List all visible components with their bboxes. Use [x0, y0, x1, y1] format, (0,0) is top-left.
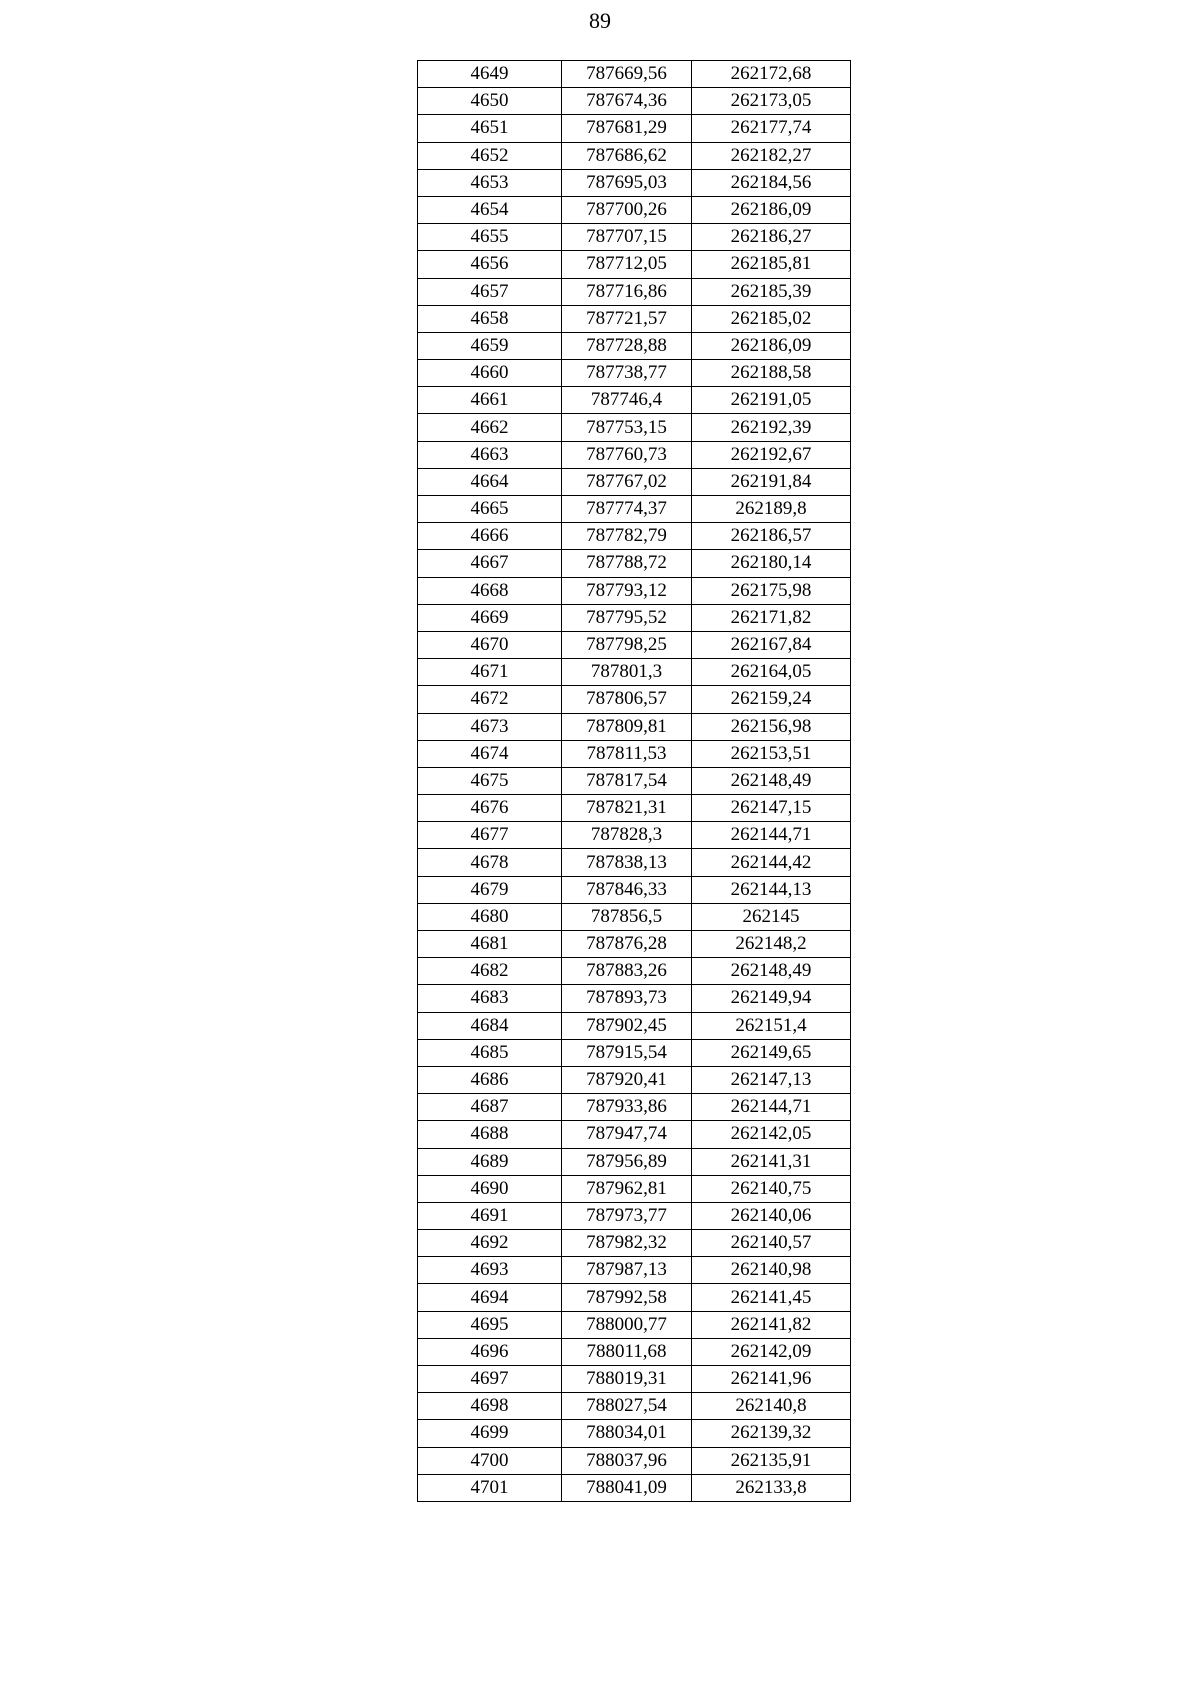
y-coordinate-cell: 262191,05: [692, 387, 851, 414]
x-coordinate-cell: 787798,25: [562, 631, 692, 658]
point-number-cell: 4664: [418, 468, 562, 495]
y-coordinate-cell: 262188,58: [692, 360, 851, 387]
x-coordinate-cell: 788034,01: [562, 1420, 692, 1447]
x-coordinate-cell: 787746,4: [562, 387, 692, 414]
point-number-cell: 4673: [418, 713, 562, 740]
x-coordinate-cell: 787876,28: [562, 931, 692, 958]
y-coordinate-cell: 262186,09: [692, 196, 851, 223]
point-number-cell: 4658: [418, 305, 562, 332]
point-number-cell: 4697: [418, 1366, 562, 1393]
x-coordinate-cell: 787712,05: [562, 251, 692, 278]
table-row: [418, 496, 851, 523]
table-row: [418, 1420, 851, 1447]
point-number-cell: 4665: [418, 496, 562, 523]
x-coordinate-cell: 787811,53: [562, 740, 692, 767]
table-row: [418, 631, 851, 658]
x-coordinate-cell: 788027,54: [562, 1393, 692, 1420]
x-coordinate-cell: 787738,77: [562, 360, 692, 387]
x-coordinate-cell: 787809,81: [562, 713, 692, 740]
y-coordinate-cell: 262182,27: [692, 142, 851, 169]
x-coordinate-cell: 787817,54: [562, 767, 692, 794]
page-number: 89: [589, 8, 611, 33]
table-row: [418, 604, 851, 631]
table-row: [418, 1338, 851, 1365]
table-row: [418, 1447, 851, 1474]
point-number-cell: 4651: [418, 115, 562, 142]
y-coordinate-cell: 262145: [692, 903, 851, 930]
y-coordinate-cell: 262140,8: [692, 1393, 851, 1420]
y-coordinate-cell: 262167,84: [692, 631, 851, 658]
point-number-cell: 4692: [418, 1230, 562, 1257]
x-coordinate-cell: 787721,57: [562, 305, 692, 332]
x-coordinate-cell: 787846,33: [562, 876, 692, 903]
point-number-cell: 4680: [418, 903, 562, 930]
table-row: [418, 1257, 851, 1284]
y-coordinate-cell: 262173,05: [692, 88, 851, 115]
y-coordinate-cell: 262144,13: [692, 876, 851, 903]
point-number-cell: 4672: [418, 686, 562, 713]
y-coordinate-cell: 262140,75: [692, 1175, 851, 1202]
table-row: [418, 1121, 851, 1148]
point-number-cell: 4695: [418, 1311, 562, 1338]
x-coordinate-cell: 788000,77: [562, 1311, 692, 1338]
point-number-cell: 4657: [418, 278, 562, 305]
point-number-cell: 4666: [418, 523, 562, 550]
table-row: [418, 1094, 851, 1121]
table-row: [418, 142, 851, 169]
table-row: [418, 1066, 851, 1093]
y-coordinate-cell: 262192,39: [692, 414, 851, 441]
y-coordinate-cell: 262185,02: [692, 305, 851, 332]
y-coordinate-cell: 262177,74: [692, 115, 851, 142]
x-coordinate-cell: 788019,31: [562, 1366, 692, 1393]
point-number-cell: 4698: [418, 1393, 562, 1420]
table-row: [418, 1366, 851, 1393]
point-number-cell: 4688: [418, 1121, 562, 1148]
x-coordinate-cell: 787992,58: [562, 1284, 692, 1311]
table-row: [418, 713, 851, 740]
x-coordinate-cell: 787695,03: [562, 169, 692, 196]
y-coordinate-cell: 262139,32: [692, 1420, 851, 1447]
y-coordinate-cell: 262148,49: [692, 767, 851, 794]
coordinates-table: [417, 60, 851, 1502]
point-number-cell: 4656: [418, 251, 562, 278]
x-coordinate-cell: 787856,5: [562, 903, 692, 930]
y-coordinate-cell: 262140,98: [692, 1257, 851, 1284]
point-number-cell: 4686: [418, 1066, 562, 1093]
x-coordinate-cell: 787838,13: [562, 849, 692, 876]
table-row: [418, 767, 851, 794]
y-coordinate-cell: 262186,57: [692, 523, 851, 550]
table-row: [418, 740, 851, 767]
table-row: [418, 169, 851, 196]
table-row: [418, 577, 851, 604]
point-number-cell: 4663: [418, 441, 562, 468]
point-number-cell: 4667: [418, 550, 562, 577]
point-number-cell: 4678: [418, 849, 562, 876]
table-row: [418, 441, 851, 468]
table-row: [418, 88, 851, 115]
table-row: [418, 1311, 851, 1338]
point-number-cell: 4674: [418, 740, 562, 767]
y-coordinate-cell: 262148,2: [692, 931, 851, 958]
x-coordinate-cell: 787933,86: [562, 1094, 692, 1121]
x-coordinate-cell: 787893,73: [562, 985, 692, 1012]
x-coordinate-cell: 787674,36: [562, 88, 692, 115]
x-coordinate-cell: 788041,09: [562, 1474, 692, 1501]
x-coordinate-cell: 787707,15: [562, 224, 692, 251]
y-coordinate-cell: 262172,68: [692, 61, 851, 88]
table-row: [418, 278, 851, 305]
y-coordinate-cell: 262149,94: [692, 985, 851, 1012]
table-row: [418, 1148, 851, 1175]
point-number-cell: 4699: [418, 1420, 562, 1447]
table-row: [418, 550, 851, 577]
x-coordinate-cell: 787956,89: [562, 1148, 692, 1175]
point-number-cell: 4660: [418, 360, 562, 387]
x-coordinate-cell: 787806,57: [562, 686, 692, 713]
table-row: [418, 115, 851, 142]
x-coordinate-cell: 787795,52: [562, 604, 692, 631]
y-coordinate-cell: 262184,56: [692, 169, 851, 196]
y-coordinate-cell: 262133,8: [692, 1474, 851, 1501]
point-number-cell: 4669: [418, 604, 562, 631]
table-row: [418, 360, 851, 387]
table-row: [418, 1012, 851, 1039]
point-number-cell: 4676: [418, 795, 562, 822]
point-number-cell: 4652: [418, 142, 562, 169]
y-coordinate-cell: 262147,13: [692, 1066, 851, 1093]
point-number-cell: 4690: [418, 1175, 562, 1202]
y-coordinate-cell: 262148,49: [692, 958, 851, 985]
table-row: [418, 1474, 851, 1501]
table-row: [418, 1230, 851, 1257]
point-number-cell: 4668: [418, 577, 562, 604]
y-coordinate-cell: 262151,4: [692, 1012, 851, 1039]
y-coordinate-cell: 262140,06: [692, 1202, 851, 1229]
table-row: [418, 61, 851, 88]
point-number-cell: 4694: [418, 1284, 562, 1311]
x-coordinate-cell: 787681,29: [562, 115, 692, 142]
y-coordinate-cell: 262186,27: [692, 224, 851, 251]
x-coordinate-cell: 787828,3: [562, 822, 692, 849]
point-number-cell: 4681: [418, 931, 562, 958]
table-row: [418, 1393, 851, 1420]
table-row: [418, 903, 851, 930]
table-row: [418, 795, 851, 822]
table-row: [418, 1202, 851, 1229]
x-coordinate-cell: 787947,74: [562, 1121, 692, 1148]
table-row: [418, 224, 851, 251]
x-coordinate-cell: 788011,68: [562, 1338, 692, 1365]
table-row: [418, 251, 851, 278]
y-coordinate-cell: 262185,81: [692, 251, 851, 278]
x-coordinate-cell: 787883,26: [562, 958, 692, 985]
y-coordinate-cell: 262149,65: [692, 1039, 851, 1066]
point-number-cell: 4684: [418, 1012, 562, 1039]
x-coordinate-cell: 787686,62: [562, 142, 692, 169]
x-coordinate-cell: 788037,96: [562, 1447, 692, 1474]
table-row: [418, 387, 851, 414]
y-coordinate-cell: 262185,39: [692, 278, 851, 305]
x-coordinate-cell: 787767,02: [562, 468, 692, 495]
table-row: [418, 468, 851, 495]
y-coordinate-cell: 262135,91: [692, 1447, 851, 1474]
y-coordinate-cell: 262189,8: [692, 496, 851, 523]
point-number-cell: 4649: [418, 61, 562, 88]
point-number-cell: 4693: [418, 1257, 562, 1284]
table-row: [418, 196, 851, 223]
point-number-cell: 4691: [418, 1202, 562, 1229]
point-number-cell: 4700: [418, 1447, 562, 1474]
point-number-cell: 4653: [418, 169, 562, 196]
table-row: [418, 1039, 851, 1066]
y-coordinate-cell: 262142,05: [692, 1121, 851, 1148]
x-coordinate-cell: 787782,79: [562, 523, 692, 550]
y-coordinate-cell: 262141,45: [692, 1284, 851, 1311]
point-number-cell: 4682: [418, 958, 562, 985]
x-coordinate-cell: 787987,13: [562, 1257, 692, 1284]
table-row: [418, 523, 851, 550]
point-number-cell: 4654: [418, 196, 562, 223]
point-number-cell: 4677: [418, 822, 562, 849]
x-coordinate-cell: 787716,86: [562, 278, 692, 305]
y-coordinate-cell: 262144,71: [692, 822, 851, 849]
point-number-cell: 4683: [418, 985, 562, 1012]
coordinates-table-body: [418, 61, 851, 1502]
x-coordinate-cell: 787962,81: [562, 1175, 692, 1202]
x-coordinate-cell: 787902,45: [562, 1012, 692, 1039]
y-coordinate-cell: 262141,31: [692, 1148, 851, 1175]
point-number-cell: 4685: [418, 1039, 562, 1066]
x-coordinate-cell: 787915,54: [562, 1039, 692, 1066]
point-number-cell: 4659: [418, 332, 562, 359]
y-coordinate-cell: 262141,96: [692, 1366, 851, 1393]
y-coordinate-cell: 262186,09: [692, 332, 851, 359]
table-row: [418, 931, 851, 958]
point-number-cell: 4671: [418, 659, 562, 686]
point-number-cell: 4662: [418, 414, 562, 441]
table-row: [418, 414, 851, 441]
y-coordinate-cell: 262175,98: [692, 577, 851, 604]
x-coordinate-cell: 787982,32: [562, 1230, 692, 1257]
point-number-cell: 4701: [418, 1474, 562, 1501]
y-coordinate-cell: 262144,42: [692, 849, 851, 876]
x-coordinate-cell: 787753,15: [562, 414, 692, 441]
table-row: [418, 958, 851, 985]
point-number-cell: 4650: [418, 88, 562, 115]
y-coordinate-cell: 262191,84: [692, 468, 851, 495]
table-row: [418, 876, 851, 903]
point-number-cell: 4675: [418, 767, 562, 794]
table-row: [418, 659, 851, 686]
table-row: [418, 1284, 851, 1311]
x-coordinate-cell: 787920,41: [562, 1066, 692, 1093]
point-number-cell: 4689: [418, 1148, 562, 1175]
y-coordinate-cell: 262141,82: [692, 1311, 851, 1338]
y-coordinate-cell: 262192,67: [692, 441, 851, 468]
y-coordinate-cell: 262147,15: [692, 795, 851, 822]
table-row: [418, 985, 851, 1012]
table-row: [418, 849, 851, 876]
x-coordinate-cell: 787728,88: [562, 332, 692, 359]
x-coordinate-cell: 787973,77: [562, 1202, 692, 1229]
y-coordinate-cell: 262153,51: [692, 740, 851, 767]
y-coordinate-cell: 262156,98: [692, 713, 851, 740]
point-number-cell: 4696: [418, 1338, 562, 1365]
table-row: [418, 686, 851, 713]
y-coordinate-cell: 262140,57: [692, 1230, 851, 1257]
table-row: [418, 305, 851, 332]
point-number-cell: 4670: [418, 631, 562, 658]
x-coordinate-cell: 787793,12: [562, 577, 692, 604]
point-number-cell: 4661: [418, 387, 562, 414]
y-coordinate-cell: 262144,71: [692, 1094, 851, 1121]
y-coordinate-cell: 262164,05: [692, 659, 851, 686]
x-coordinate-cell: 787788,72: [562, 550, 692, 577]
y-coordinate-cell: 262142,09: [692, 1338, 851, 1365]
y-coordinate-cell: 262171,82: [692, 604, 851, 631]
x-coordinate-cell: 787700,26: [562, 196, 692, 223]
table-row: [418, 822, 851, 849]
point-number-cell: 4679: [418, 876, 562, 903]
x-coordinate-cell: 787760,73: [562, 441, 692, 468]
table-row: [418, 1175, 851, 1202]
y-coordinate-cell: 262180,14: [692, 550, 851, 577]
point-number-cell: 4655: [418, 224, 562, 251]
x-coordinate-cell: 787774,37: [562, 496, 692, 523]
table-row: [418, 332, 851, 359]
x-coordinate-cell: 787801,3: [562, 659, 692, 686]
point-number-cell: 4687: [418, 1094, 562, 1121]
x-coordinate-cell: 787669,56: [562, 61, 692, 88]
y-coordinate-cell: 262159,24: [692, 686, 851, 713]
x-coordinate-cell: 787821,31: [562, 795, 692, 822]
